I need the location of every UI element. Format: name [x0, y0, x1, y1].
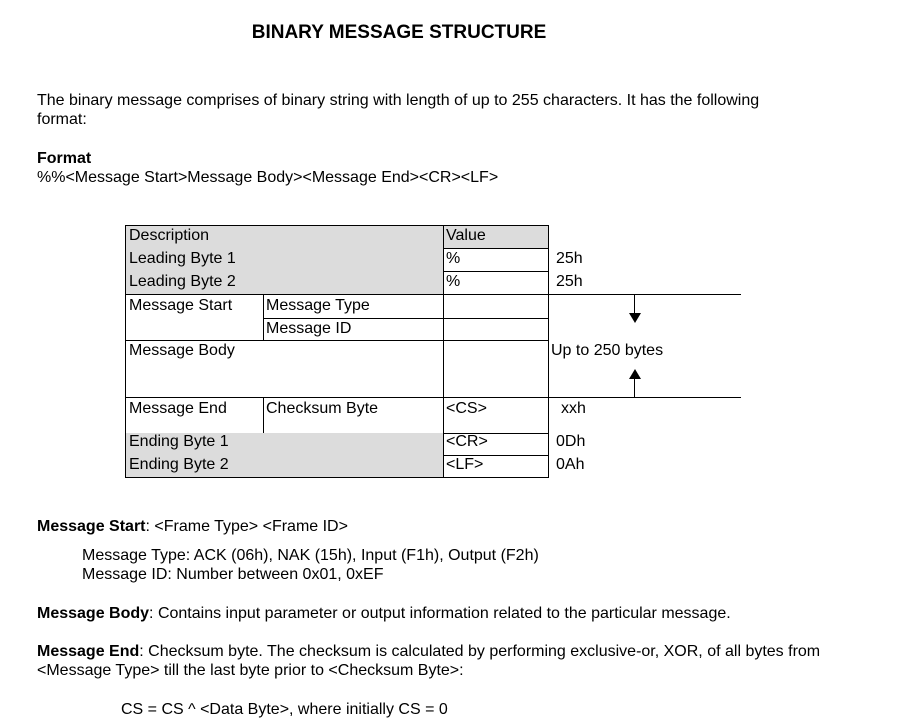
span-arrow-up-shaft: [634, 379, 635, 397]
checksum-hex: xxh: [561, 400, 586, 417]
intro-line-2: format:: [37, 111, 87, 128]
page-title: BINARY MESSAGE STRUCTURE: [251, 22, 547, 43]
message-type-label: Message Type: [266, 297, 370, 314]
message-body-text: : Contains input parameter or output information related to the particular message.: [149, 605, 731, 622]
message-end-text-2: <Message Type> till the last byte prior to <Checksum Byte>:: [37, 662, 464, 679]
message-id-definition: Message ID: Number between 0x01, 0xEF: [82, 566, 384, 583]
span-arrow-up-icon: [629, 369, 641, 379]
leading-byte-2-label: Leading Byte 2: [129, 273, 236, 290]
message-start-definition: [37, 517, 348, 536]
leading-byte-2-value: %: [446, 273, 461, 290]
message-type-value-cell: [443, 294, 549, 319]
intro-paragraph: [37, 91, 759, 129]
span-arrow-down-shaft: [634, 295, 635, 313]
leading-byte-2-hex: 25h: [556, 273, 583, 290]
format-text: %%<Message Start>Message Body><Message End><CR><LF>: [37, 169, 499, 186]
message-start-text: : <Frame Type> <Frame ID>: [145, 518, 348, 535]
span-bottom-line: [548, 397, 741, 398]
message-body-term: Message Body: [37, 605, 150, 622]
message-end-text-1: : Checksum byte. The checksum is calculated by performing exclusive-or, XOR, of all bytes from: [139, 643, 821, 660]
header-value: Value: [446, 227, 486, 244]
span-top-line: [548, 294, 741, 295]
checksum-value: <CS>: [446, 400, 487, 417]
span-arrow-down-icon: [629, 313, 641, 323]
message-end-definition: [37, 642, 877, 680]
message-end-term: Message End: [37, 643, 140, 660]
message-end-label: Message End: [129, 400, 227, 417]
leading-byte-1-hex: 25h: [556, 250, 583, 267]
leading-byte-1-label: Leading Byte 1: [129, 250, 236, 267]
message-body-value-cell: [443, 340, 549, 398]
ending-byte-1-label: Ending Byte 1: [129, 433, 229, 450]
ending-byte-2-hex: 0Ah: [556, 456, 585, 473]
message-start-term: Message Start: [37, 518, 146, 535]
ending-byte-1-value: <CR>: [446, 433, 488, 450]
ending-byte-2-label: Ending Byte 2: [129, 456, 229, 473]
checksum-formula: CS = CS ^ <Data Byte>, where initially CS = 0: [121, 701, 448, 718]
message-id-label: Message ID: [266, 320, 352, 337]
ending-byte-1-hex: 0Dh: [556, 433, 586, 450]
message-body-label: Message Body: [129, 342, 235, 359]
message-type-definition: Message Type: ACK (06h), NAK (15h), Input (F1h), Output (F2h): [82, 547, 539, 564]
message-body-definition: [37, 604, 731, 623]
leading-byte-1-value: %: [446, 250, 461, 267]
header-description: Description: [129, 227, 210, 244]
checksum-byte-label: Checksum Byte: [266, 400, 379, 417]
message-id-value-cell: [443, 318, 549, 341]
intro-line-1: The binary message comprises of binary string with length of up to 255 characters. It has the following: [37, 92, 760, 109]
format-heading: Format: [37, 150, 92, 167]
message-start-label: Message Start: [129, 297, 233, 314]
message-body-length-note: Up to 250 bytes: [551, 342, 664, 359]
ending-byte-2-value: <LF>: [446, 456, 484, 473]
